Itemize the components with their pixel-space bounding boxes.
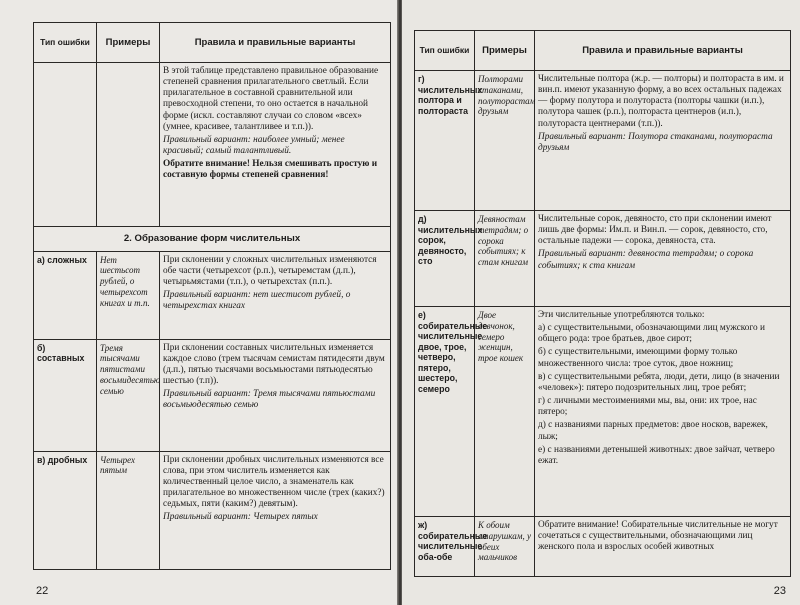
rule-text: Числительные полтора (ж.р. — полторы) и полтораста в им. и вин.п. имеют указанную форму, а во всех остальных падежах — форму полутора и полутораста (полторы чашки (и.п.), полутора чашек (р.п.), полтораста центнеров (и.п.), полутораста центнерами (т.п.)). [538,74,784,129]
list-item: а) с существительными, обозначающими лиц мужского и общего рода: трое братьев, двое сирот; [538,323,765,345]
correct-variant: Правильный вариант: Тремя тысячами пятьюстами восьмьюдесятью семью [163,389,376,411]
empty-cell [97,63,160,227]
right-page [402,0,800,605]
error-type: б) составных [34,339,97,451]
left-table [33,22,391,570]
example: К обоим старушкам, у обеих мальчиков [475,517,535,577]
error-type: в) дробных [34,451,97,569]
rule-cell [160,451,391,569]
header-examples: Примеры [97,23,160,63]
section-header [34,227,391,252]
header-examples: Примеры [475,31,535,71]
intro-paragraph: В этой таблице представлено правильное образование степеней сравнения прилагательного светлый. Если прилагательное в составной сравнительной или превосходной степени, то оно остается в начальной форме (искл. составляют случаи со словом «всех» (умнее, красивее, талантливее и т.п.)). [163,66,379,132]
intro-row [34,63,391,227]
table-row [415,71,791,211]
intro-note: Обратите внимание! Нельзя смешивать простую и составную формы степеней сравнения! [163,159,378,181]
right-header-row [415,31,791,71]
table-row [415,517,791,577]
table-row [415,211,791,307]
error-type: е) собирательные числительные двое, трое, четверо, пятеро, шестеро, семеро [415,307,475,517]
list-item: г) с личными местоимениями мы, вы, они: их трое, нас пятеро; [538,396,757,418]
intro-text [160,63,391,227]
section-title: 2. Образование форм числительных [34,227,391,252]
header-rules: Правила и правильные варианты [535,31,791,71]
example: Двое девчонок, семеро женщин, трое кошек [475,307,535,517]
right-table [414,30,791,577]
table-row [415,307,791,517]
example: Четырех пятым [97,451,160,569]
example: Девяностам тетрадям; о сорока событиях; к стам книгам [475,211,535,307]
header-rules: Правила и правильные варианты [160,23,391,63]
rule-cell [160,251,391,339]
correct-variant: Правильный вариант: Полутора стаканами, полутораста друзьям [538,131,773,153]
rule-cell [535,307,791,517]
header-type: Тип ошибки [34,23,97,63]
correct-variant: Правильный вариант: девяноста тетрадям; о сорока событиях; к ста книгам [538,249,754,271]
correct-variant: Правильный вариант: нет шестисот рублей, о четырехстах книгах [163,289,351,312]
list-item: в) с существительными ребята, люди, дети, лицо (в значении «человек»): пятеро подозрительных лиц, трое ребят; [538,371,780,393]
page-number: 23 [773,585,786,597]
empty-cell [34,63,97,227]
list-item: б) с существительными, имеющими форму только множественного числа: трое суток, двое ножниц; [538,347,738,369]
table-row [34,251,391,339]
list-item: е) с названиями детенышей животных: двое зайчат, четверо ежат. [538,444,775,466]
rule-text: Числительные сорок, девяносто, сто при склонении имеют лишь две формы: Им.п. и Вин.п. — сорок, девяносто, сто, остальные падежи — сорока, девяноста, ста. [538,214,772,247]
error-type: д) числительных сорок, девяносто, сто [415,211,475,307]
rule-cell [535,517,791,577]
error-type: а) сложных [34,251,97,339]
table-row [34,339,391,451]
table-row [34,451,391,569]
error-type: ж) собирательные числительные оба-обе [415,517,475,577]
rule-cell [535,71,791,211]
example: Тремя тысячами пятистами восьмидесятью семью [97,339,160,451]
list-item: д) с названиями парных предметов: двое носков, варежек, лыж; [538,420,768,442]
correct-variant: Правильный вариант: Четырех пятых [163,512,318,523]
rule-text: При склонении у сложных числительных изменяются обе части (четырехсот (р.п.), четыремстам (д.п.), четырьмястами (т.п.), о четырехстах (п.п.). [163,254,377,287]
rule-text: При склонении дробных числительных изменяются все слова, при этом числитель изменяется как количественный целое число, а знаменатель как прилагательное во множественном числе (трех (каких?) седьмых, пяти (каким?) девятым). [163,454,385,510]
rule-text: Обратите внимание! Собирательные числительные не могут сочетаться с существительными, обозначающими лиц женского пола и взрослых особей животных [538,520,778,553]
page-number: 22 [36,585,49,597]
left-header-row [34,23,391,63]
header-type: Тип ошибки [415,31,475,71]
rule-text: При склонении составных числительных изменяется каждое слово (трем тысячам семистам пятидесяти двум (д.п.), пятью тысячами восьмьюстами пятьюдесятью шестью (т.п)). [163,342,385,386]
rule-text: Эти числительные употребляются только: [538,310,705,320]
example: Полторами стаканами, полуторастам друзьям [475,71,535,211]
example: Нет шестьсот рублей, о четырехсот книгах и т.п. [97,251,160,339]
rule-cell [535,211,791,307]
intro-correct: Правильный вариант: наиболее умный; менее красивый; самый талантливый. [163,134,345,157]
left-page [0,0,398,605]
error-type: г) числительных полтора и полтораста [415,71,475,211]
rule-cell [160,339,391,451]
